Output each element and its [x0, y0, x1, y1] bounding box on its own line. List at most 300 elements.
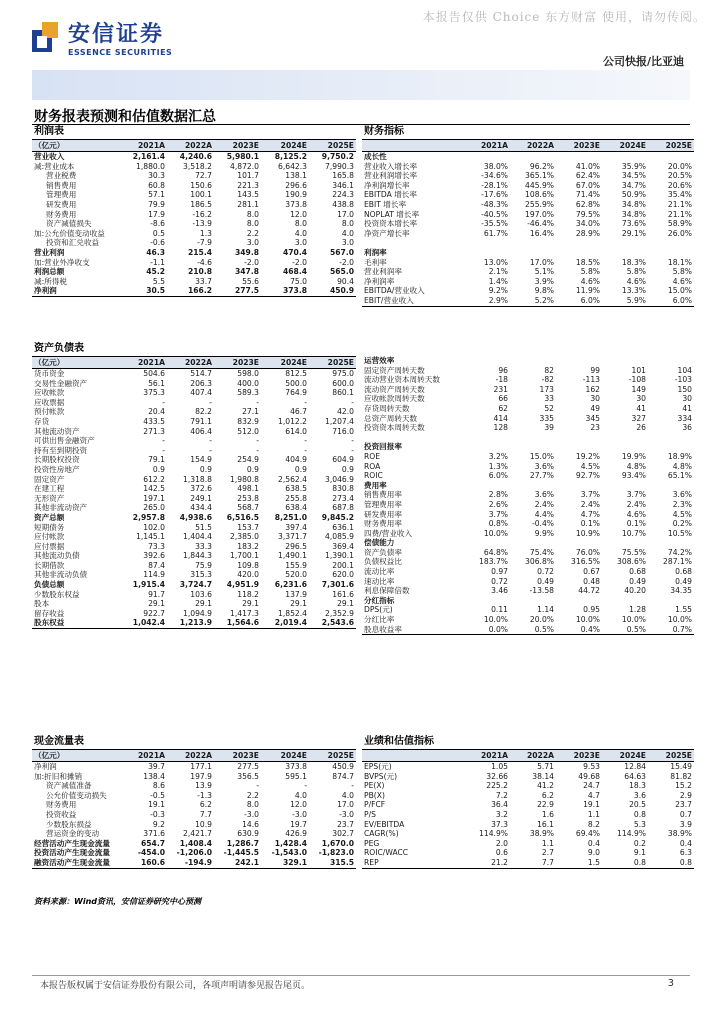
row-value: 58.9%: [667, 219, 692, 229]
row-value: 75.0: [290, 276, 307, 286]
row-value: 197.9: [190, 771, 212, 781]
table-row: [32, 513, 356, 523]
row-value: -34.6%: [481, 171, 508, 181]
year-header: 2023E: [556, 750, 602, 762]
table-row: [362, 567, 694, 577]
row-label: 利润率: [364, 247, 387, 257]
row-value: 4.0: [294, 790, 307, 800]
row-value: 0.49: [675, 576, 692, 586]
row-value: 2.9: [679, 790, 692, 800]
row-value: 373.8: [285, 762, 307, 771]
row-label: 资产减值准备: [46, 781, 92, 791]
row-value: 34.5%: [621, 171, 646, 181]
row-value: 200.1: [332, 560, 354, 570]
row-value: -35.5%: [481, 219, 508, 229]
row-label: 投资活动产生现金流量: [34, 848, 110, 858]
row-label: 其他流动资产: [34, 426, 80, 436]
year-header: 2021A: [464, 140, 510, 152]
row-value: 372.6: [190, 484, 212, 494]
row-label: 研发费用: [46, 199, 77, 209]
table-row: [32, 781, 356, 791]
table-row: [362, 248, 694, 258]
row-value: 62.8%: [575, 199, 600, 209]
row-value: 190.9: [285, 190, 307, 200]
row-label: 应收帐款: [34, 388, 65, 398]
row-value: 347.8: [234, 267, 259, 277]
row-value: 128: [493, 423, 508, 433]
row-label: [362, 433, 464, 443]
row-value: 1,670.0: [321, 838, 354, 848]
row-value: 18.5%: [575, 257, 600, 267]
table-row: [32, 277, 356, 287]
row-value: 61.7%: [483, 228, 508, 238]
row-value: 0.49: [629, 576, 646, 586]
row-value: 15.0%: [529, 451, 554, 461]
row-value: 109.8: [237, 560, 259, 570]
row-value: -8.6: [150, 219, 165, 229]
row-value: 8,251.0: [274, 512, 307, 522]
table-row: [32, 258, 356, 268]
row-value: 614.0: [285, 426, 307, 436]
row-value: [510, 356, 556, 366]
row-value: 30.3: [148, 171, 165, 181]
row-value: 17.0: [337, 800, 354, 810]
row-value: 36.4: [491, 800, 508, 810]
unit-header: [362, 140, 464, 152]
row-value: 6.0%: [488, 471, 508, 481]
year-header: 2022A: [510, 750, 556, 762]
row-value: 253.8: [237, 493, 259, 503]
row-value: -2.0: [244, 257, 259, 267]
row-value: 329.1: [261, 858, 309, 868]
row-value: 197.1: [143, 493, 165, 503]
row-value: 0.72: [537, 567, 554, 577]
row-value: 3.2%: [488, 451, 508, 461]
row-value: -40.5%: [481, 209, 508, 219]
row-value: -3.0: [292, 809, 307, 819]
row-value: 13.0%: [483, 257, 508, 267]
row-value: [556, 152, 602, 162]
row-value: [648, 442, 694, 452]
table-row: [32, 532, 356, 542]
row-value: 1,564.6: [214, 618, 261, 628]
row-value: 791.1: [190, 416, 212, 426]
table-header-row: [32, 357, 356, 369]
table-row: [362, 481, 694, 491]
year-header: 2025E: [648, 750, 694, 762]
row-value: 79.1: [148, 455, 165, 465]
row-label: 四费/营业收入: [364, 528, 413, 538]
row-value: 20.4: [148, 407, 165, 417]
row-value: 10.0%: [483, 528, 508, 538]
row-value: 138.4: [143, 771, 165, 781]
table-row: [32, 561, 356, 571]
row-value: -: [256, 781, 259, 791]
row-value: 100.1: [190, 190, 212, 200]
row-value: 450.9: [332, 762, 354, 771]
year-header: 2023E: [214, 750, 261, 762]
row-value: 636.1: [332, 522, 354, 532]
cash-flow-block: [32, 734, 356, 869]
row-value: 38.9%: [529, 829, 554, 839]
row-value: 3.6: [633, 790, 646, 800]
row-value: 620.0: [332, 570, 354, 580]
row-value: 0.5%: [510, 625, 556, 635]
row-value: 468.4: [282, 267, 307, 277]
table-row: [32, 523, 356, 533]
table-row: [362, 519, 694, 529]
row-value: 254.9: [237, 455, 259, 465]
row-value: 49: [590, 403, 600, 413]
table-row: [362, 538, 694, 548]
row-label: PEG: [364, 838, 380, 848]
row-value: 0.0%: [464, 625, 510, 635]
row-value: 20.5%: [667, 171, 692, 181]
row-value: 29.1: [148, 599, 165, 609]
row-value: -: [209, 436, 212, 446]
row-value: 23.7: [675, 800, 692, 810]
row-value: 29.1: [195, 599, 212, 609]
row-value: 500.0: [285, 378, 307, 388]
row-label: REP: [362, 858, 464, 868]
row-value: 7.7: [510, 858, 556, 868]
table-header-row: [32, 140, 356, 152]
row-value: 922.7: [143, 608, 165, 618]
financial-ratios-continued-table: [362, 356, 694, 635]
page-number: 3: [667, 978, 674, 989]
row-value: 3,518.2: [183, 161, 212, 171]
row-value: 30: [590, 394, 600, 404]
row-label: 预付帐款: [34, 407, 65, 417]
row-value: 426.9: [285, 829, 307, 839]
row-value: 5.71: [537, 762, 554, 771]
row-value: 0.49: [537, 576, 554, 586]
row-value: 2.2: [246, 228, 259, 238]
row-value: -454.0: [137, 848, 165, 858]
row-value: 567.0: [329, 247, 354, 257]
row-value: 4.0: [341, 228, 354, 238]
row-value: 638.4: [285, 503, 307, 513]
row-value: 18.1%: [667, 257, 692, 267]
row-value: 73.6%: [621, 219, 646, 229]
copyright-footer: 本报告版权属于安信证券股份有限公司，各项声明请参见报告尾页。: [40, 981, 311, 991]
row-value: 75.9: [195, 560, 212, 570]
logo-text-cn: 安信证券: [68, 22, 165, 47]
row-value: 5.8%: [580, 267, 600, 277]
row-value: 265.0: [143, 503, 165, 513]
row-value: -7.9: [197, 238, 212, 248]
row-value: 69.4%: [575, 829, 600, 839]
row-label: 应收票据: [34, 397, 65, 407]
row-label: 应付票据: [34, 541, 65, 551]
table-row: [362, 490, 694, 500]
row-value: 30: [636, 394, 646, 404]
row-value: -18: [495, 375, 508, 385]
table-row: [362, 596, 694, 606]
row-value: 1.28: [629, 605, 646, 615]
table-row: [362, 615, 694, 625]
table-row: [362, 356, 694, 366]
financial-ratios-title: 财务指标: [364, 126, 404, 137]
row-value: [464, 481, 510, 491]
table-row: [32, 152, 356, 162]
row-value: 5.9%: [602, 296, 648, 306]
row-value: 0.5: [152, 228, 165, 238]
logo-text-en: ESSENCE SECURITIES: [68, 48, 173, 57]
row-value: 183.7%: [479, 557, 508, 567]
income-statement-table: [32, 139, 356, 297]
row-label: 营业收入: [34, 152, 65, 161]
row-value: -48.3%: [481, 199, 508, 209]
row-value: 41.0%: [575, 161, 600, 171]
row-label: 长期股权投资: [34, 455, 80, 465]
row-value: -: [162, 445, 165, 455]
row-value: 34.8%: [621, 199, 646, 209]
row-value: 173: [539, 384, 554, 394]
table-row: [362, 404, 694, 414]
row-value: 2,019.4: [261, 618, 309, 628]
row-value: 10.0%: [575, 615, 600, 625]
year-header: 2021A: [464, 750, 510, 762]
row-value: 155.9: [285, 560, 307, 570]
row-value: 6,516.5: [226, 512, 259, 522]
row-value: 420.0: [237, 570, 259, 580]
row-value: -: [304, 445, 307, 455]
row-value: 206.3: [190, 378, 212, 388]
row-value: 41.2: [537, 781, 554, 791]
row-label: EPS(元): [364, 762, 392, 771]
row-value: 101: [631, 365, 646, 375]
row-value: 38.9%: [667, 829, 692, 839]
table-row: [362, 162, 694, 172]
row-value: -3.0: [244, 809, 259, 819]
row-value: -194.9: [167, 858, 214, 868]
row-value: 75.4%: [529, 547, 554, 557]
row-value: [510, 442, 556, 452]
row-value: [602, 442, 648, 452]
row-value: 19.1: [583, 800, 600, 810]
row-value: 91.7: [148, 589, 165, 599]
row-value: 975.0: [332, 369, 354, 378]
row-value: [602, 152, 648, 162]
table-row: [32, 379, 356, 389]
row-value: 92.7%: [575, 471, 600, 481]
row-value: 2.4%: [580, 499, 600, 509]
row-label: EBIT 增长率: [364, 199, 407, 209]
row-value: 166.2: [167, 286, 214, 296]
row-value: 3.6%: [534, 461, 554, 471]
table-row: [32, 455, 356, 465]
row-value: [510, 481, 556, 491]
row-value: 356.5: [237, 771, 259, 781]
row-value: [510, 152, 556, 162]
row-label: EBITDA/营业收入: [364, 286, 425, 296]
row-value: 15.49: [670, 762, 692, 771]
row-value: 64.63: [624, 771, 646, 781]
unit-header: （亿元）: [32, 357, 120, 369]
row-value: 638.5: [285, 484, 307, 494]
row-label: 净资产增长率: [364, 228, 410, 238]
row-label: NOPLAT 增长率: [364, 209, 420, 219]
row-value: 0.7%: [648, 625, 694, 635]
row-value: -: [162, 436, 165, 446]
row-value: 514.7: [190, 369, 212, 378]
row-value: 407.4: [190, 388, 212, 398]
row-label: P/S: [364, 809, 376, 819]
row-value: 9.1: [633, 848, 646, 858]
row-value: 0.67: [583, 567, 600, 577]
row-label: 净利润率: [364, 276, 395, 286]
row-value: -1,823.0: [318, 848, 354, 858]
row-value: 10.0%: [483, 615, 508, 625]
row-value: -103: [674, 375, 692, 385]
row-value: 74.2%: [667, 547, 692, 557]
row-value: 10.5%: [667, 528, 692, 538]
row-value: 565.0: [329, 267, 354, 277]
row-label: 少数股东损益: [46, 819, 92, 829]
row-value: 242.1: [214, 858, 261, 868]
table-row: [32, 599, 356, 609]
row-value: -0.6: [150, 238, 165, 248]
row-value: 1,700.1: [230, 551, 259, 561]
row-label: 固定资产周转天数: [364, 365, 425, 375]
year-header: 2021A: [120, 750, 167, 762]
row-value: 73.3: [148, 541, 165, 551]
row-value: 56.1: [148, 378, 165, 388]
row-value: 1,844.3: [183, 551, 212, 561]
row-value: 0.9: [152, 464, 165, 474]
row-value: 21.1%: [667, 199, 692, 209]
row-value: 498.1: [237, 484, 259, 494]
row-value: 23: [590, 423, 600, 433]
row-value: 35.9%: [621, 161, 646, 171]
table-row: [32, 484, 356, 494]
year-header: 2023E: [214, 140, 261, 152]
row-value: 0.97: [491, 567, 508, 577]
table-row: [362, 510, 694, 520]
table-row: [362, 810, 694, 820]
row-value: 14.6: [242, 819, 259, 829]
table-header-row: [32, 750, 356, 762]
row-value: 66: [498, 394, 508, 404]
row-value: 315.5: [309, 858, 356, 868]
valuation-title: 业绩和估值指标: [364, 736, 434, 747]
row-value: [602, 538, 648, 548]
table-row: [32, 369, 356, 379]
row-value: 832.9: [237, 416, 259, 426]
row-value: 9.8%: [534, 286, 554, 296]
row-label: ROE: [364, 451, 381, 461]
row-value: 81.82: [670, 771, 692, 781]
row-label: [362, 238, 464, 248]
table-row: [32, 286, 356, 296]
row-value: 42.0: [337, 407, 354, 417]
row-label: 长期借款: [34, 560, 65, 570]
row-label: EBITDA 增长率: [364, 190, 417, 200]
row-value: 2.9%: [464, 296, 510, 306]
row-value: 2,161.4: [132, 152, 165, 161]
row-value: 2.1%: [488, 267, 508, 277]
row-value: 400.0: [237, 378, 259, 388]
row-value: 79.5%: [575, 209, 600, 219]
row-label: PB(X): [364, 790, 385, 800]
page-title: 财务报表预测和估值数据汇总: [34, 109, 216, 125]
table-row: [362, 529, 694, 539]
row-value: 9.2%: [488, 286, 508, 296]
row-value: 1,318.8: [183, 474, 212, 484]
row-label: 利润总额: [34, 267, 65, 277]
row-value: 612.2: [143, 474, 165, 484]
row-label: 在建工程: [34, 484, 65, 494]
company-logo: [32, 22, 172, 57]
row-value: 4,938.6: [179, 512, 212, 522]
row-label: 减:所得税: [34, 276, 67, 286]
row-value: 5.1%: [534, 267, 554, 277]
row-value: 76.0%: [575, 547, 600, 557]
row-value: 224.3: [332, 190, 354, 200]
row-label: 分红比率: [364, 615, 395, 625]
row-value: -1,445.5: [223, 848, 259, 858]
table-row: [362, 800, 694, 810]
table-row: [362, 385, 694, 395]
row-label: 负债权益比: [364, 557, 402, 567]
table-row: [32, 417, 356, 427]
row-value: 30.5: [120, 286, 167, 296]
row-value: 46.3: [146, 247, 165, 257]
row-label: 毛利率: [364, 257, 387, 267]
row-value: 23.7: [337, 819, 354, 829]
row-value: 33: [544, 394, 554, 404]
year-header: 2021A: [120, 357, 167, 369]
row-value: 30: [682, 394, 692, 404]
row-value: 5.8%: [672, 267, 692, 277]
table-row: [32, 248, 356, 258]
row-value: 2.2: [246, 790, 259, 800]
row-value: -3.0: [339, 809, 354, 819]
row-value: [556, 356, 602, 366]
row-value: [648, 538, 694, 548]
row-label: 货币资金: [34, 369, 65, 378]
row-value: 34.35: [670, 586, 692, 596]
table-row: [362, 375, 694, 385]
data-source-note: 资料来源：Wind资讯，安信证券研究中心预测: [34, 897, 201, 906]
row-value: 19.9%: [621, 451, 646, 461]
row-value: 19.1: [148, 800, 165, 810]
row-value: 334: [677, 413, 692, 423]
row-value: 2.8%: [488, 490, 508, 500]
row-value: -2.0: [292, 257, 307, 267]
row-value: [648, 152, 694, 162]
row-label: 营业收入增长率: [364, 161, 418, 171]
row-label: CAGR(%): [364, 829, 399, 839]
row-value: 29.1: [242, 599, 259, 609]
row-value: 2,352.9: [325, 608, 354, 618]
table-row: [362, 548, 694, 558]
row-value: [510, 248, 556, 258]
row-value: 71.4%: [575, 190, 600, 200]
table-row: [32, 590, 356, 600]
row-label: 净利润增长率: [364, 180, 410, 190]
year-header: 2025E: [309, 750, 356, 762]
row-value: 10.7%: [621, 528, 646, 538]
row-value: 255.8: [285, 493, 307, 503]
table-row: [362, 414, 694, 424]
row-value: -: [351, 397, 354, 407]
row-value: 2.6%: [488, 499, 508, 509]
row-value: 1,012.2: [278, 416, 307, 426]
row-value: 345: [585, 413, 600, 423]
row-value: 4.6%: [672, 276, 692, 286]
